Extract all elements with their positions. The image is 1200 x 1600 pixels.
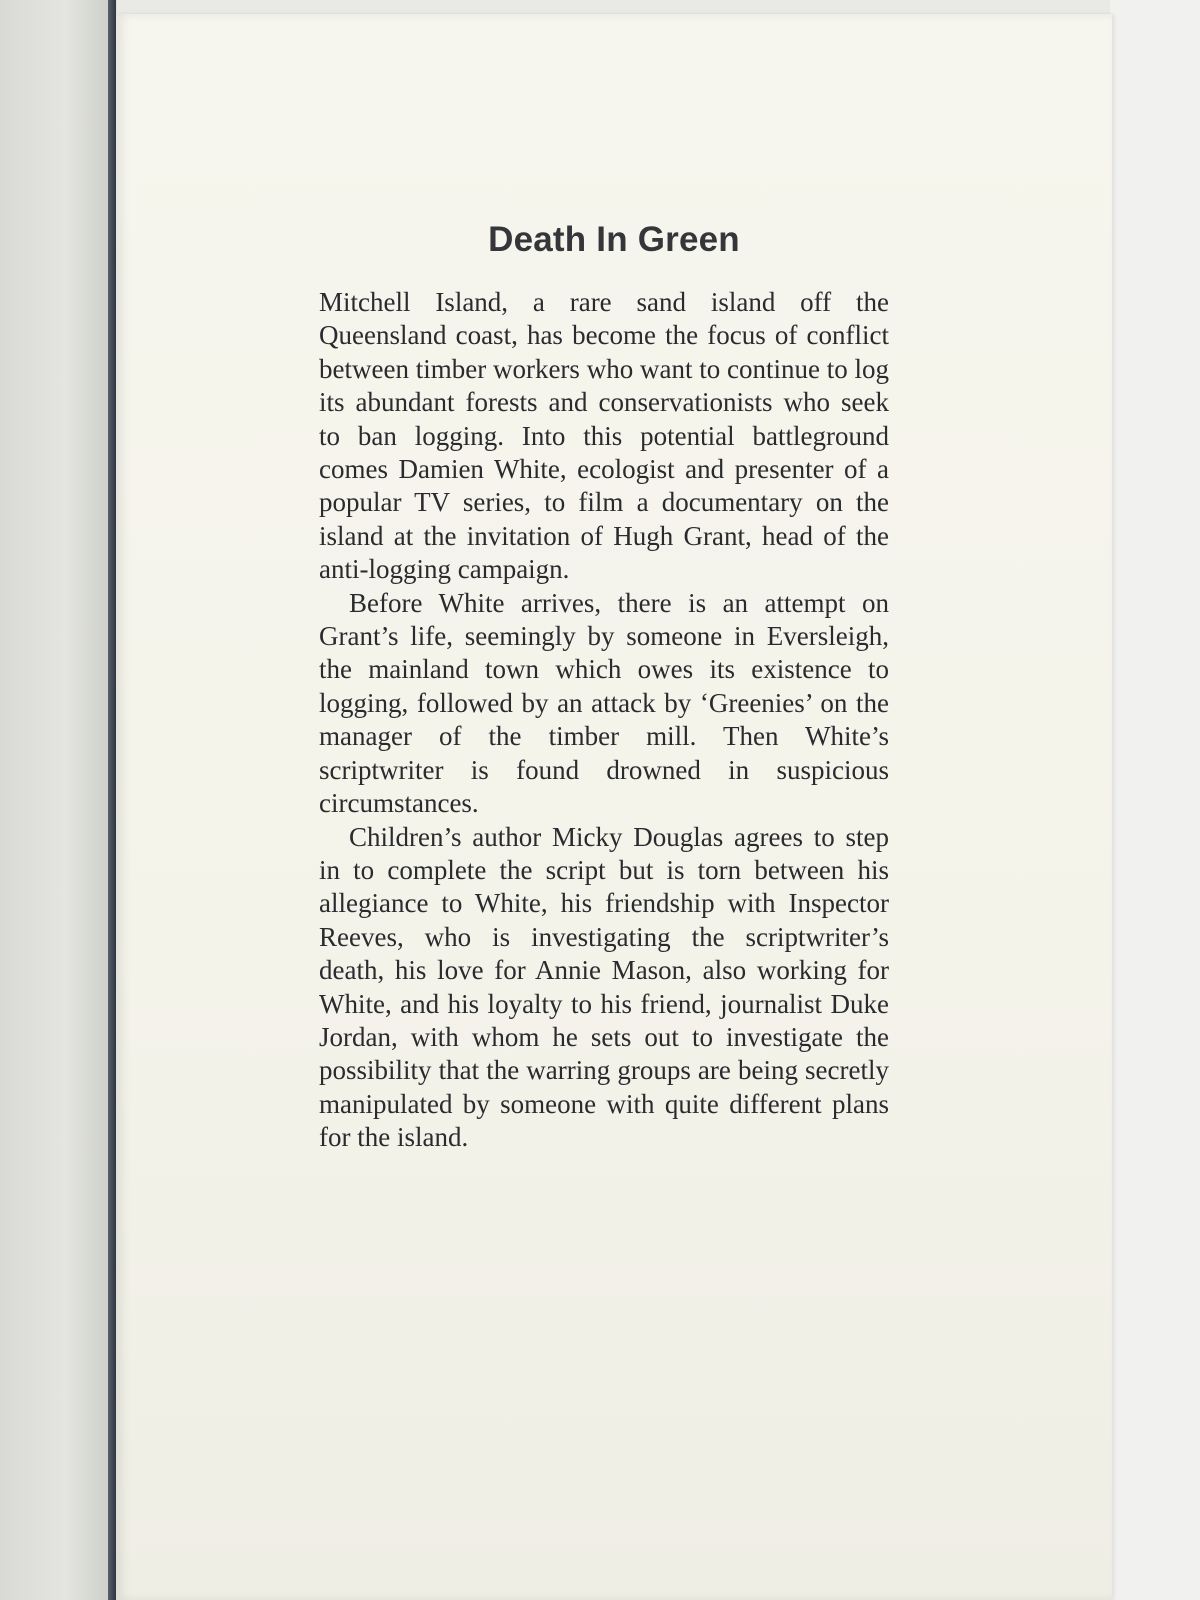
- blurb-text: [319, 286, 889, 1155]
- left-page: [0, 0, 108, 1600]
- blurb-paragraph-1: Mitchell Island, a rare sand island off the Queensland coast, has become the focus of conflict between timber workers who want to continue to log its abundant forests and conservationists who seek to ban logging. Into this potential battleground comes Damien White, ecologist and presenter of a popular TV series, to film a documentary on the island at the invitation of Hugh Grant, head of the anti-logging campaign.: [319, 287, 889, 585]
- book-page: [116, 14, 1112, 1600]
- blurb-paragraph-2: Before White arrives, there is an attempt on Grant’s life, seemingly by someone in Eversleigh, the mainland town which owes its existence to logging, followed by an attack by ‘Greenies’ on the manager of the timber mill. Then White’s scriptwriter is found drowned in suspicious circumstances.: [319, 587, 889, 819]
- cover-edge: [108, 0, 116, 1600]
- background: [1110, 0, 1200, 1600]
- book-title: Death In Green: [488, 220, 740, 259]
- blurb-paragraph-3: Children’s author Micky Douglas agrees to step in to complete the script but is torn between his allegiance to White, his friendship with Inspector Reeves, who is investigating the scriptwriter’s death, his love for Annie Mason, also working for White, and his loyalty to his friend, journalist Duke Jordan, with whom he sets out to investigate the possibility that the warring groups are being secretly manipulated by someone with quite different plans for the island.: [319, 821, 889, 1153]
